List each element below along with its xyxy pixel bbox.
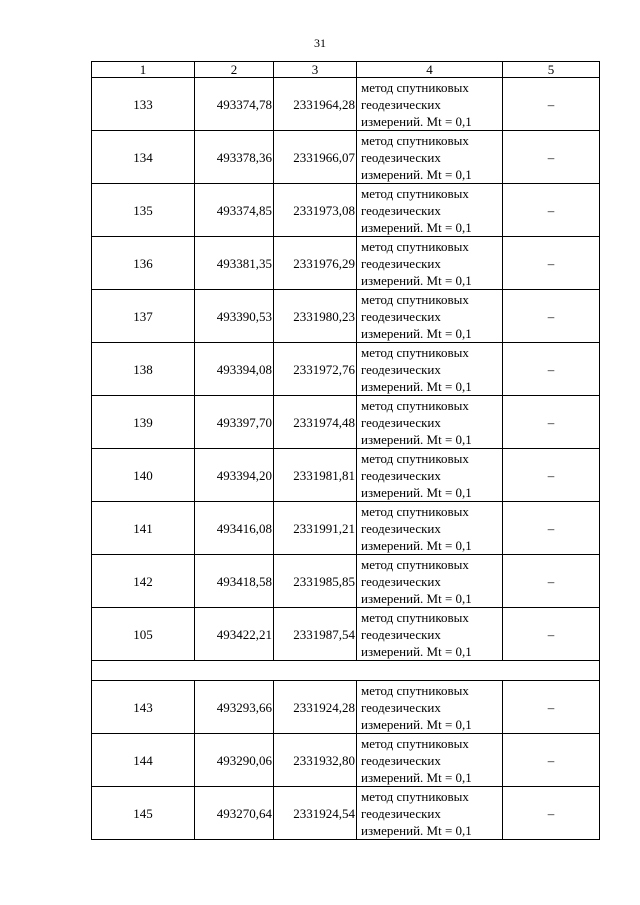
method-line-3: измерений. Mt = 0,1 — [361, 769, 472, 785]
method-line-1: метод спутниковых — [361, 682, 469, 698]
method-line-2: геодезических — [361, 573, 441, 589]
coordinate-y: 2331991,21 — [274, 502, 357, 555]
coordinate-x: 493390,53 — [195, 290, 274, 343]
note-dash: – — [503, 502, 600, 555]
note-dash: – — [503, 449, 600, 502]
method-line-1: метод спутниковых — [361, 132, 469, 148]
coordinate-y: 2331924,28 — [274, 681, 357, 734]
method-description — [357, 184, 503, 237]
method-description — [357, 343, 503, 396]
method-description — [357, 502, 503, 555]
coordinate-y: 2331972,76 — [274, 343, 357, 396]
method-line-1: метод спутниковых — [361, 79, 469, 95]
table-row — [92, 343, 600, 396]
coordinate-y: 2331981,81 — [274, 449, 357, 502]
coordinate-y: 2331924,54 — [274, 787, 357, 840]
method-line-2: геодезических — [361, 255, 441, 271]
method-line-3: измерений. Mt = 0,1 — [361, 325, 472, 341]
method-line-1: метод спутниковых — [361, 450, 469, 466]
method-description — [357, 449, 503, 502]
point-number: 137 — [92, 290, 195, 343]
coordinate-x: 493416,08 — [195, 502, 274, 555]
coordinate-y: 2331974,48 — [274, 396, 357, 449]
coordinate-x: 493270,64 — [195, 787, 274, 840]
method-description — [357, 131, 503, 184]
method-line-1: метод спутниковых — [361, 397, 469, 413]
method-line-3: измерений. Mt = 0,1 — [361, 219, 472, 235]
method-line-1: метод спутниковых — [361, 735, 469, 751]
table-row — [92, 681, 600, 734]
header-row — [92, 62, 600, 78]
method-line-1: метод спутниковых — [361, 238, 469, 254]
note-dash: – — [503, 681, 600, 734]
section-separator-row — [92, 661, 600, 681]
table-row — [92, 555, 600, 608]
table-row — [92, 78, 600, 131]
method-description — [357, 734, 503, 787]
method-line-2: геодезических — [361, 626, 441, 642]
note-dash: – — [503, 343, 600, 396]
table-body — [92, 78, 600, 840]
method-line-2: геодезических — [361, 699, 441, 715]
coordinate-x: 493418,58 — [195, 555, 274, 608]
method-description — [357, 396, 503, 449]
table-row — [92, 449, 600, 502]
separator-cell — [92, 661, 600, 681]
point-number: 133 — [92, 78, 195, 131]
method-line-3: измерений. Mt = 0,1 — [361, 643, 472, 659]
note-dash: – — [503, 608, 600, 661]
method-line-3: измерений. Mt = 0,1 — [361, 822, 472, 838]
coordinate-y: 2331987,54 — [274, 608, 357, 661]
coordinates-table — [91, 61, 600, 840]
point-number: 140 — [92, 449, 195, 502]
coordinate-x: 493374,85 — [195, 184, 274, 237]
point-number: 138 — [92, 343, 195, 396]
method-line-1: метод спутниковых — [361, 788, 469, 804]
page-number: 31 — [314, 36, 326, 50]
coordinate-y: 2331932,80 — [274, 734, 357, 787]
method-line-2: геодезических — [361, 467, 441, 483]
note-dash: – — [503, 237, 600, 290]
method-line-1: метод спутниковых — [361, 556, 469, 572]
method-line-3: измерений. Mt = 0,1 — [361, 166, 472, 182]
method-line-1: метод спутниковых — [361, 291, 469, 307]
point-number: 143 — [92, 681, 195, 734]
note-dash: – — [503, 396, 600, 449]
point-number: 134 — [92, 131, 195, 184]
point-number: 145 — [92, 787, 195, 840]
method-description — [357, 555, 503, 608]
header-cell-5: 5 — [503, 62, 600, 78]
table-row — [92, 502, 600, 555]
method-line-3: измерений. Mt = 0,1 — [361, 484, 472, 500]
method-line-3: измерений. Mt = 0,1 — [361, 113, 472, 129]
coordinate-x: 493422,21 — [195, 608, 274, 661]
table-row — [92, 396, 600, 449]
table-row — [92, 131, 600, 184]
method-line-2: геодезических — [361, 149, 441, 165]
coordinate-y: 2331966,07 — [274, 131, 357, 184]
point-number: 105 — [92, 608, 195, 661]
coordinate-x: 493394,08 — [195, 343, 274, 396]
method-line-3: измерений. Mt = 0,1 — [361, 590, 472, 606]
method-line-1: метод спутниковых — [361, 344, 469, 360]
table-row — [92, 290, 600, 343]
point-number: 139 — [92, 396, 195, 449]
coordinate-y: 2331973,08 — [274, 184, 357, 237]
note-dash: – — [503, 78, 600, 131]
coordinate-y: 2331980,23 — [274, 290, 357, 343]
method-line-1: метод спутниковых — [361, 503, 469, 519]
coordinate-x: 493290,06 — [195, 734, 274, 787]
method-line-1: метод спутниковых — [361, 609, 469, 625]
coordinate-x: 493293,66 — [195, 681, 274, 734]
method-line-2: геодезических — [361, 308, 441, 324]
table-row — [92, 734, 600, 787]
method-line-3: измерений. Mt = 0,1 — [361, 537, 472, 553]
table-row — [92, 237, 600, 290]
coordinate-x: 493397,70 — [195, 396, 274, 449]
table-row — [92, 787, 600, 840]
method-description — [357, 681, 503, 734]
point-number: 135 — [92, 184, 195, 237]
method-line-2: геодезических — [361, 414, 441, 430]
note-dash: – — [503, 184, 600, 237]
method-line-1: метод спутниковых — [361, 185, 469, 201]
point-number: 144 — [92, 734, 195, 787]
method-line-2: геодезических — [361, 96, 441, 112]
method-line-2: геодезических — [361, 202, 441, 218]
header-cell-3: 3 — [274, 62, 357, 78]
method-description — [357, 290, 503, 343]
table-row — [92, 184, 600, 237]
method-line-2: геодезических — [361, 805, 441, 821]
method-line-3: измерений. Mt = 0,1 — [361, 378, 472, 394]
note-dash: – — [503, 555, 600, 608]
note-dash: – — [503, 290, 600, 343]
method-line-2: геодезических — [361, 520, 441, 536]
coordinate-x: 493394,20 — [195, 449, 274, 502]
header-cell-1: 1 — [92, 62, 195, 78]
method-description — [357, 78, 503, 131]
method-line-3: измерений. Mt = 0,1 — [361, 431, 472, 447]
coordinate-x: 493381,35 — [195, 237, 274, 290]
header-cell-4: 4 — [357, 62, 503, 78]
table-row — [92, 608, 600, 661]
note-dash: – — [503, 734, 600, 787]
note-dash: – — [503, 787, 600, 840]
point-number: 142 — [92, 555, 195, 608]
method-line-3: измерений. Mt = 0,1 — [361, 272, 472, 288]
method-line-3: измерений. Mt = 0,1 — [361, 716, 472, 732]
method-line-2: геодезических — [361, 752, 441, 768]
coordinate-x: 493374,78 — [195, 78, 274, 131]
coordinate-y: 2331964,28 — [274, 78, 357, 131]
header-cell-2: 2 — [195, 62, 274, 78]
coordinate-x: 493378,36 — [195, 131, 274, 184]
point-number: 136 — [92, 237, 195, 290]
point-number: 141 — [92, 502, 195, 555]
coordinate-y: 2331976,29 — [274, 237, 357, 290]
method-description — [357, 608, 503, 661]
coordinate-y: 2331985,85 — [274, 555, 357, 608]
note-dash: – — [503, 131, 600, 184]
method-description — [357, 237, 503, 290]
method-description — [357, 787, 503, 840]
method-line-2: геодезических — [361, 361, 441, 377]
